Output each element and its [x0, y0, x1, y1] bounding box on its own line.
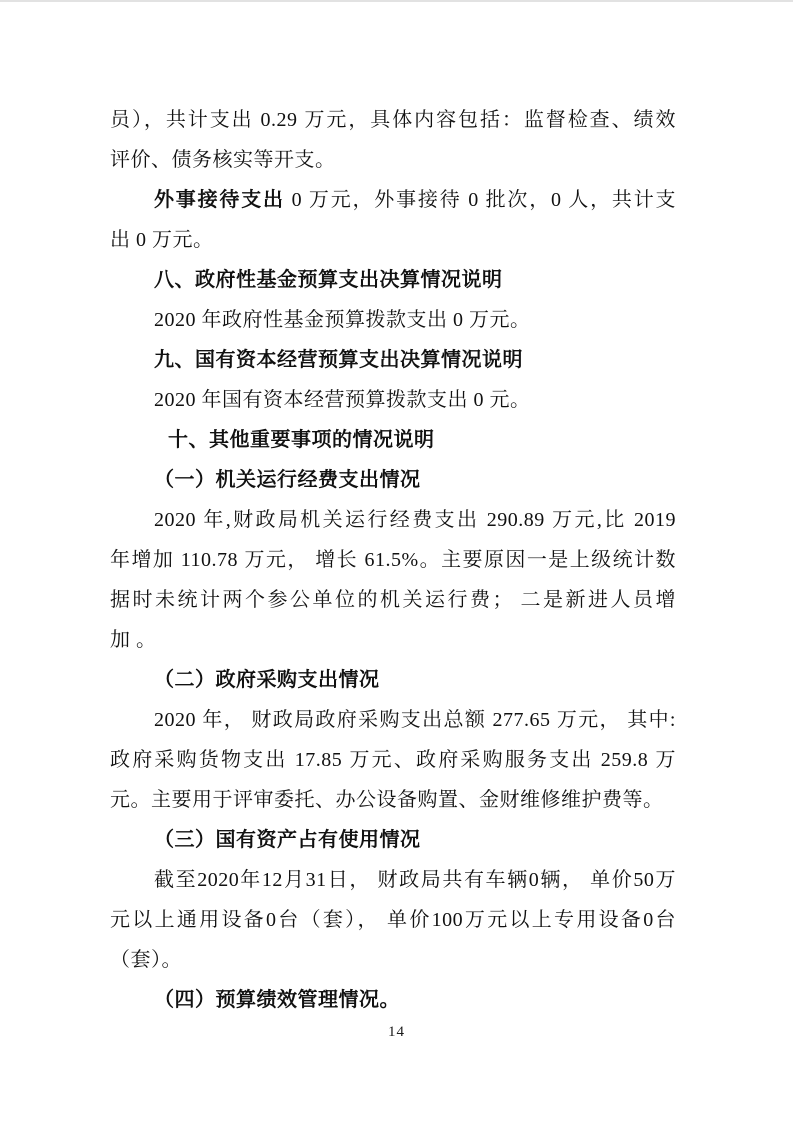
text-segment: 九、国有资本经营预算支出决算情况说明: [154, 349, 523, 371]
line-10-1-body-3: [110, 580, 676, 620]
text-segment: （四）预算绩效管理情况。: [154, 989, 400, 1011]
line-10-1-body-2: [110, 540, 676, 580]
line-carryover-2: [110, 140, 676, 180]
text-segment: 十、其他重要事项的情况说明: [168, 429, 435, 451]
text-segment: （一）机关运行经费支出情况: [154, 469, 421, 491]
text-segment: 加 。: [110, 629, 157, 651]
text-segment: 据时未统计两个参公单位的机关运行费； 二是新进人员增: [110, 589, 676, 611]
text-segment: 0 万元，外事接待 0 批次，0 人，共计支: [284, 189, 676, 211]
heading-section-8: [110, 260, 676, 300]
page-number: 14: [388, 1024, 405, 1040]
line-10-3-body-1: [110, 860, 676, 900]
text-segment: 年增加 110.78 万元， 增长 61.5%。主要原因一是上级统计数: [110, 549, 676, 571]
line-10-2-body-2: [110, 740, 676, 780]
text-segment: 截至2020年12月31日， 财政局共有车辆0辆， 单价50万: [154, 869, 676, 891]
text-segment: 2020 年,财政局机关运行经费支出 290.89 万元,比 2019: [154, 509, 676, 531]
line-10-1-body-4: [110, 620, 676, 660]
subheading-10-3: [110, 820, 676, 860]
text-segment: 政府采购货物支出 17.85 万元、政府采购服务支出 259.8 万: [110, 749, 676, 771]
heading-section-10: [110, 420, 676, 460]
line-10-1-body-1: [110, 500, 676, 540]
text-segment: 元。主要用于评审委托、办公设备购置、金财维修维护费等。: [110, 789, 664, 811]
text-segment: 2020 年政府性基金预算拨款支出 0 万元。: [154, 309, 531, 331]
line-section-8-body: [110, 300, 676, 340]
text-segment: 外事接待支出: [154, 189, 285, 211]
subheading-10-4: [110, 980, 676, 1020]
text-segment: 员），共计支出 0.29 万元，具体内容包括：监督检查、绩效: [110, 109, 676, 131]
text-segment: 2020 年， 财政局政府采购支出总额 277.65 万元， 其中:: [154, 709, 676, 731]
document-content: [110, 100, 676, 1020]
subheading-10-1: [110, 460, 676, 500]
text-segment: 八、政府性基金预算支出决算情况说明: [154, 269, 503, 291]
line-section-9-body: [110, 380, 676, 420]
text-segment: 出 0 万元。: [110, 229, 214, 251]
page-top-edge: [0, 0, 793, 2]
text-segment: 评价、债务核实等开支。: [110, 149, 336, 171]
text-segment: （三）国有资产占有使用情况: [154, 829, 421, 851]
text-segment: （套）。: [110, 949, 182, 971]
text-segment: 2020 年国有资本经营预算拨款支出 0 元。: [154, 389, 531, 411]
subheading-10-2: [110, 660, 676, 700]
text-segment: 元以上通用设备0台（套）， 单价100万元以上专用设备0台: [110, 909, 676, 931]
text-segment: （二）政府采购支出情况: [154, 669, 380, 691]
line-10-2-body-1: [110, 700, 676, 740]
line-10-3-body-3: [110, 940, 676, 980]
heading-section-9: [110, 340, 676, 380]
line-foreign-affairs-2: [110, 220, 676, 260]
line-foreign-affairs-1: [110, 180, 676, 220]
line-10-3-body-2: [110, 900, 676, 940]
line-10-2-body-3: [110, 780, 676, 820]
line-carryover-1: [110, 100, 676, 140]
